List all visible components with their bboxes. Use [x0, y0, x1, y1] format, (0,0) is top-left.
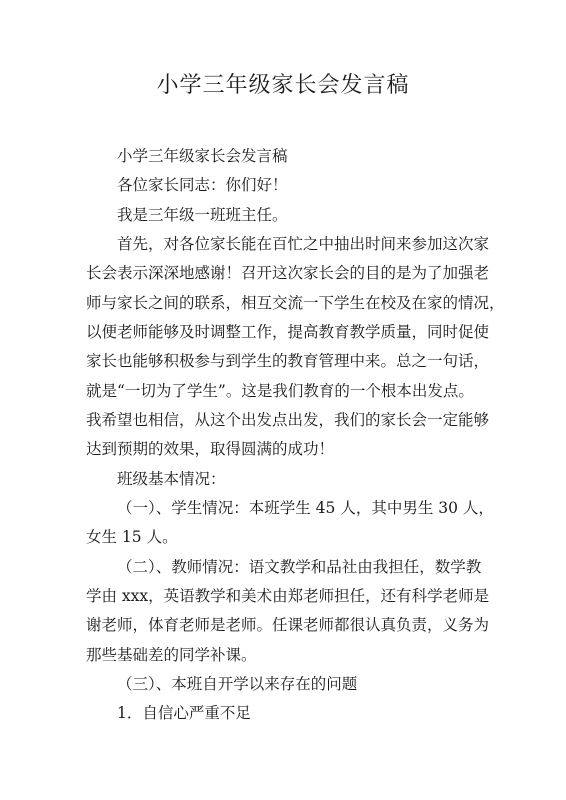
paragraph-line: 学由 xxx，英语教学和美术由郑老师担任，还有科学老师是	[86, 587, 490, 605]
paragraph-line: 以便老师能够及时调整工作，提高教育教学质量，同时促使	[86, 323, 490, 341]
paragraph-line: 各位家长同志：你们好！	[117, 176, 288, 194]
paragraph-line: 师与家长之间的联系，相互交流一下学生在校及在家的情况，	[86, 294, 505, 312]
paragraph-line: 长会表示深深地感谢！召开这次家长会的目的是为了加强老	[86, 264, 490, 282]
paragraph-line: 小学三年级家长会发言稿	[117, 147, 288, 165]
paragraph-line: 班级基本情况：	[117, 470, 226, 488]
paragraph-line: （一）、学生情况：本班学生 45 人，其中男生 30 人，	[117, 499, 494, 517]
document-title: 小学三年级家长会发言稿	[156, 73, 410, 98]
paragraph-line: 我希望也相信，从这个出发点出发，我们的家长会一定能够	[86, 411, 490, 429]
paragraph-line: 那些基础差的同学补课。	[86, 646, 257, 664]
paragraph-line: （三）、本班自开学以来存在的问题	[117, 675, 358, 693]
paragraph-line: 就是“一切为了学生”。这是我们教育的一个根本出发点。	[86, 382, 474, 400]
paragraph-line: 家长也能够积极参与到学生的教育管理中来。总之一句话，	[86, 352, 490, 370]
paragraph-line: 达到预期的效果，取得圆满的成功！	[86, 440, 335, 458]
paragraph-line: 我是三年级一班班主任。	[117, 206, 288, 224]
paragraph-line: 1．自信心严重不足	[117, 704, 251, 722]
paragraph-line: （二）、教师情况：语文教学和品社由我担任，数学教	[117, 558, 482, 576]
paragraph-line: 女生 15 人。	[86, 528, 178, 546]
paragraph-line: 首先，对各位家长能在百忙之中抽出时间来参加这次家	[117, 235, 490, 253]
paragraph-line: 谢老师，体育老师是老师。任课老师都很认真负责，义务为	[86, 616, 490, 634]
